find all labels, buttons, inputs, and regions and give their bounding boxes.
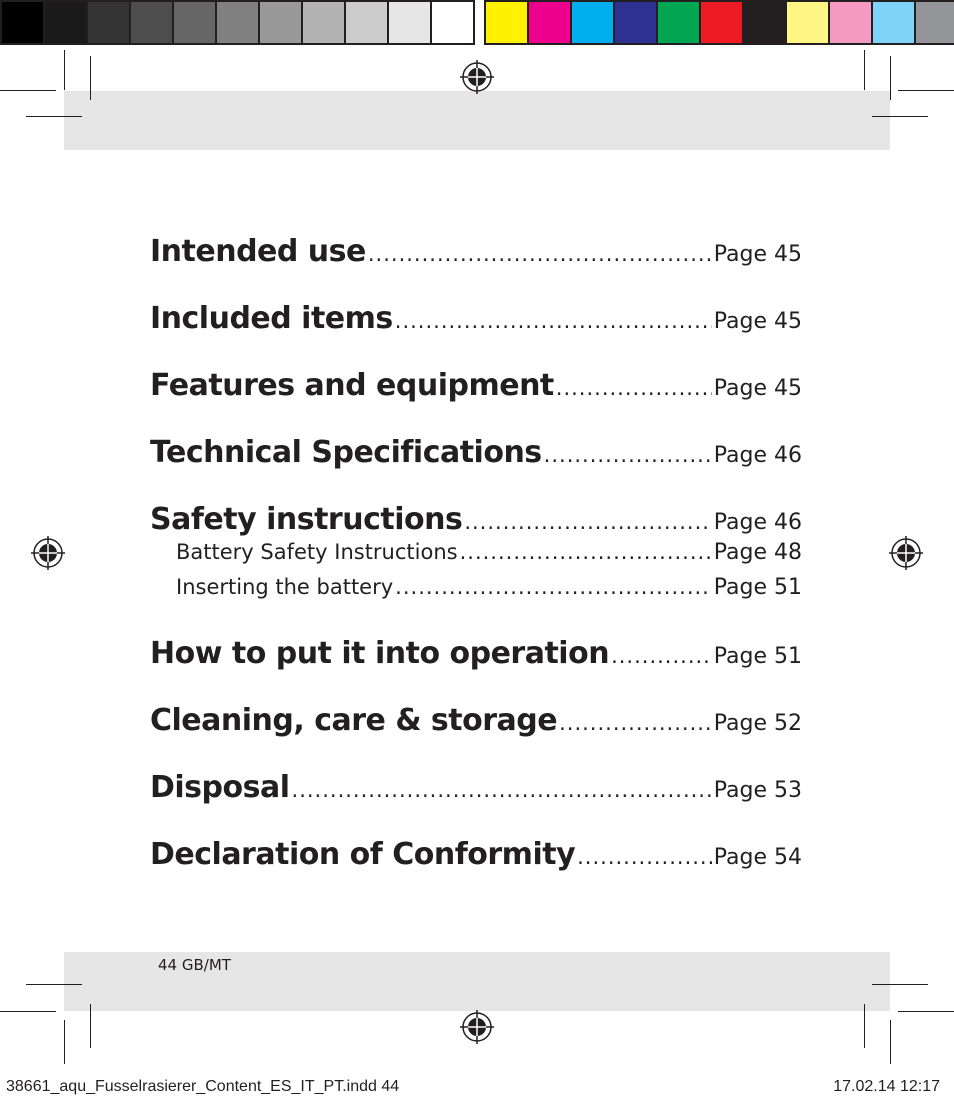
toc-page-number: Page 45 bbox=[713, 376, 802, 401]
color-swatch bbox=[873, 0, 916, 45]
crop-mark bbox=[890, 56, 891, 100]
toc-subentry-title: Inserting the battery bbox=[176, 575, 394, 599]
dot-leader bbox=[577, 845, 712, 869]
color-swatch bbox=[615, 0, 658, 45]
registration-mark-icon bbox=[889, 536, 923, 570]
toc-page-number: Page 51 bbox=[713, 575, 802, 600]
crop-mark bbox=[26, 116, 82, 117]
toc-entry-title: How to put it into operation bbox=[150, 636, 610, 671]
grayscale-color-bar bbox=[0, 0, 475, 46]
toc-subentry-title: Battery Safety Instructions bbox=[176, 540, 458, 564]
dot-leader bbox=[464, 510, 711, 534]
toc-entry-title: Included items bbox=[150, 301, 393, 336]
toc-page-number: Page 46 bbox=[713, 510, 802, 535]
toc-page-number: Page 48 bbox=[713, 540, 802, 565]
toc-entry bbox=[150, 301, 802, 368]
color-swatch bbox=[0, 0, 45, 45]
toc-entry bbox=[150, 234, 802, 301]
toc-entry bbox=[150, 636, 802, 703]
toc-subentry bbox=[150, 575, 802, 636]
crop-mark bbox=[872, 984, 928, 985]
crop-mark bbox=[26, 984, 82, 985]
crop-mark bbox=[0, 1011, 56, 1012]
header-band bbox=[64, 91, 890, 150]
color-swatch bbox=[529, 0, 572, 45]
toc-page-number: Page 51 bbox=[713, 644, 802, 669]
crop-mark bbox=[898, 90, 954, 91]
dot-leader bbox=[611, 644, 712, 668]
toc-page-number: Page 54 bbox=[713, 845, 802, 870]
page-folio: 44 GB/MT bbox=[158, 956, 231, 974]
color-swatch bbox=[346, 0, 389, 45]
color-swatch bbox=[572, 0, 615, 45]
toc-entry bbox=[150, 703, 802, 770]
color-swatch bbox=[701, 0, 744, 45]
toc-entry bbox=[150, 837, 802, 904]
file-slug: 38661_aqu_Fusselrasierer_Content_ES_IT_PT.indd 44 bbox=[6, 1078, 400, 1095]
toc-page-number: Page 52 bbox=[713, 711, 802, 736]
toc-entry-title: Features and equipment bbox=[150, 368, 554, 403]
table-of-contents bbox=[150, 234, 802, 904]
crop-mark bbox=[90, 1004, 91, 1048]
color-swatch bbox=[432, 0, 475, 45]
toc-entry-title: Disposal bbox=[150, 770, 290, 805]
toc-entry bbox=[150, 435, 802, 502]
dot-leader bbox=[292, 778, 712, 802]
toc-page-number: Page 53 bbox=[713, 778, 802, 803]
toc-page-number: Page 45 bbox=[713, 309, 802, 334]
toc-entry-title: Intended use bbox=[150, 234, 366, 269]
color-swatch bbox=[389, 0, 432, 45]
dot-leader bbox=[544, 443, 712, 467]
toc-entry bbox=[150, 770, 802, 837]
color-swatch bbox=[830, 0, 873, 45]
crop-mark bbox=[872, 116, 928, 117]
dot-leader bbox=[395, 309, 712, 333]
crop-mark bbox=[890, 1020, 891, 1064]
crop-mark bbox=[64, 50, 65, 90]
registration-mark-icon bbox=[460, 1010, 494, 1044]
crop-mark bbox=[0, 90, 56, 91]
toc-page-number: Page 45 bbox=[713, 242, 802, 267]
color-swatch bbox=[131, 0, 174, 45]
toc-entry-title: Technical Specifications bbox=[150, 435, 542, 470]
dot-leader bbox=[368, 242, 712, 266]
color-swatch bbox=[260, 0, 303, 45]
crop-mark bbox=[864, 1004, 865, 1048]
date-slug: 17.02.14 12:17 bbox=[833, 1078, 940, 1095]
toc-page-number: Page 46 bbox=[713, 443, 802, 468]
dot-leader bbox=[556, 376, 712, 400]
crop-mark bbox=[90, 56, 91, 100]
dot-leader bbox=[559, 711, 712, 735]
toc-entry-title: Declaration of Conformity bbox=[150, 837, 576, 872]
color-swatch bbox=[658, 0, 701, 45]
process-color-bar bbox=[484, 0, 954, 46]
color-swatch bbox=[88, 0, 131, 45]
dot-leader bbox=[460, 540, 712, 564]
crop-mark bbox=[898, 1011, 954, 1012]
crop-mark bbox=[64, 1020, 65, 1064]
color-swatch bbox=[484, 0, 529, 45]
registration-mark-icon bbox=[31, 536, 65, 570]
dot-leader bbox=[395, 575, 712, 599]
crop-mark bbox=[864, 50, 865, 90]
color-swatch bbox=[916, 0, 954, 45]
registration-mark-icon bbox=[460, 60, 494, 94]
color-swatch bbox=[303, 0, 346, 45]
toc-entry bbox=[150, 502, 802, 540]
color-swatch bbox=[217, 0, 260, 45]
toc-subentry bbox=[150, 540, 802, 575]
color-swatch bbox=[45, 0, 88, 45]
color-swatch bbox=[744, 0, 787, 45]
color-swatch bbox=[174, 0, 217, 45]
toc-entry-title: Safety instructions bbox=[150, 502, 463, 537]
toc-entry-title: Cleaning, care & storage bbox=[150, 703, 558, 738]
color-swatch bbox=[787, 0, 830, 45]
toc-entry bbox=[150, 368, 802, 435]
